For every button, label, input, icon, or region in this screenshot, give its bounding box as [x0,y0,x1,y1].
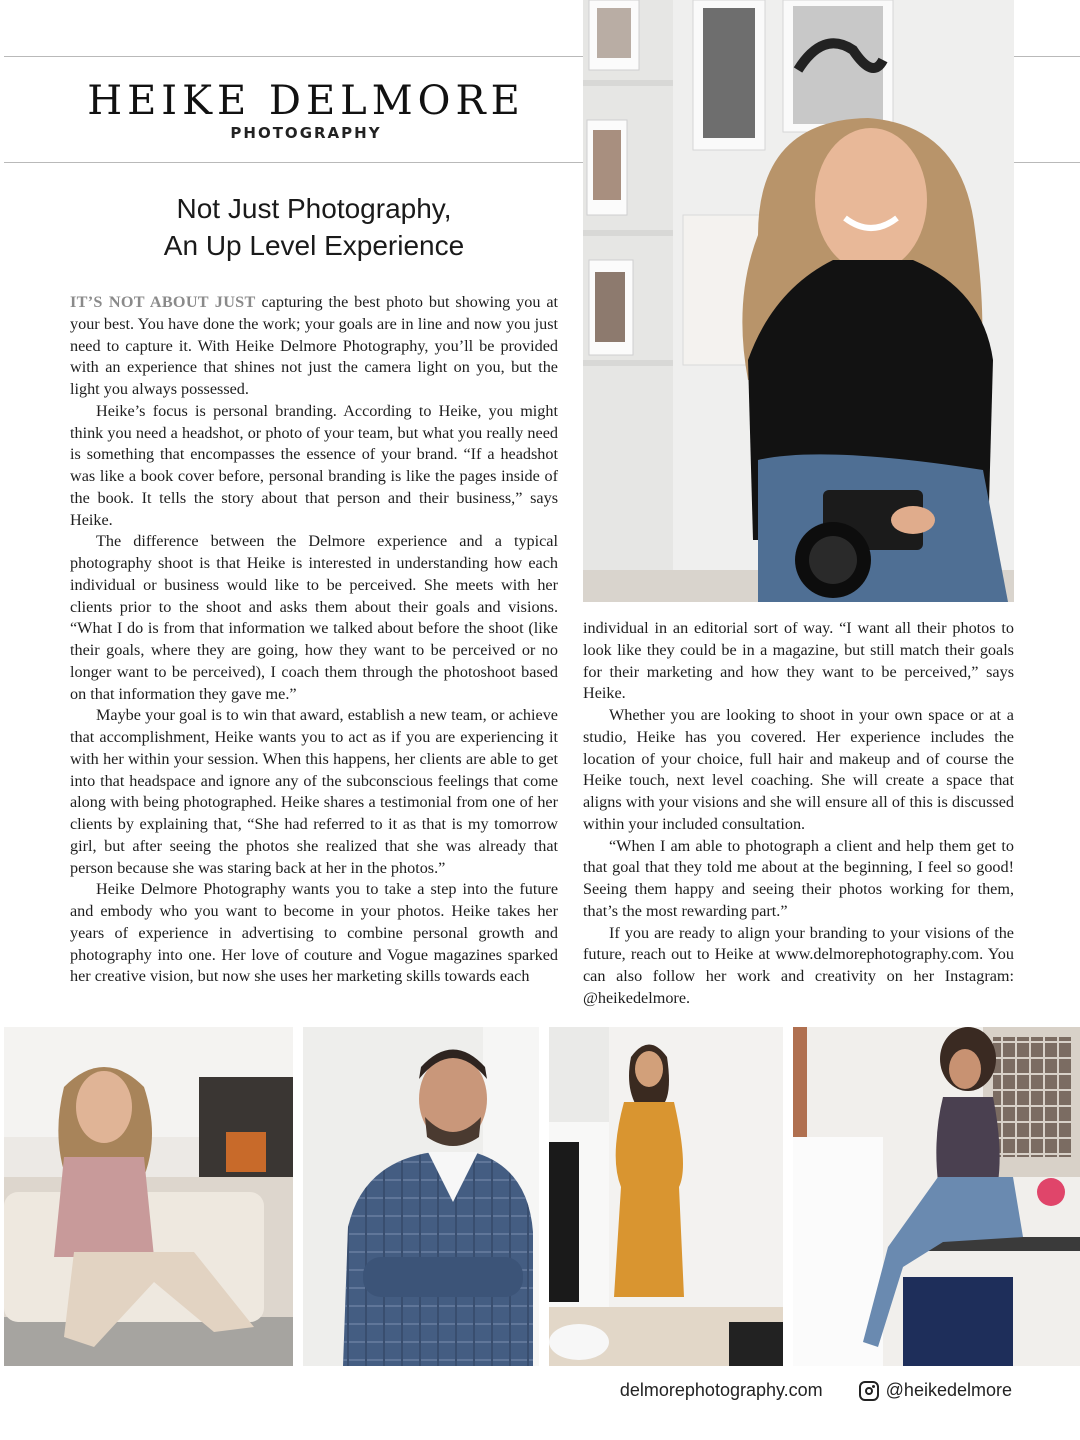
article-paragraph-4: Maybe your goal is to win that award, establish a new team, or achieve that accomplishment, Heike wants you to act as if you are experiencing it with her within your session. When this happens, her clients are able to get into that headspace and ignore any of the subconscious feelings that come along with being photographed. Heike shares a testimonial from one of her clients by explaining that, “She had referred to it as that is my tomorrow girl, but after seeing the photos she realized that she was already that person because she was staring back at her in the photos.” [70,706,558,877]
article-paragraph-6: Whether you are looking to shoot in your own space or at a studio, Heike has you covered. Her experience includes the location of your choice, full hair and makeup and of course the Heike touch, next level coaching. She will create a space that aligns with your visions and she will ensure all of this is discussed within your included consultation. [583,706,1014,833]
brand-logo-name: HEIKE DELMORE [87,78,525,124]
article-paragraph-7: “When I am able to photograph a client and help them get to that goal that they told me about at the beginning, I feel so good! Seeing them happy and seeing their photos working for them, that’s the most rewarding part.” [583,836,1014,920]
gallery-photo-woman-sofa [4,1027,293,1366]
article-paragraph-1 [70,292,558,401]
gallery-photo-woman-seated [793,1027,1080,1366]
footer-website-link[interactable]: delmorephotography.com [619,1380,823,1400]
article-paragraph-5-continued: individual in an editorial sort of way. “I want all their photos to look like they could be in a magazine, but still match their goals for their marketing and how they want to be perceived,” says Heike. [583,619,1014,703]
article-lead-in: IT’S NOT ABOUT JUST [70,293,256,311]
footer [620,1380,1012,1401]
header-rule-bottom [4,162,583,163]
brand-logo-sub: PHOTOGRAPHY [230,124,382,142]
article-column-right [583,618,1014,1010]
instagram-icon[interactable] [859,1381,879,1401]
article-column-left [70,292,558,988]
gallery-photo-woman-yellow-dress [549,1027,783,1366]
header-rule-top-right [1014,56,1080,57]
gallery-photo-man-suit [303,1027,539,1366]
headline-line-1: Not Just Photography, [176,193,452,224]
article-headline [70,190,558,264]
headline-line-2: An Up Level Experience [163,230,465,261]
article-paragraph-2: Heike’s focus is personal branding. According to Heike, you might think you need a headshot, or photo of your team, but what you really need is something that encompasses the essence of your brand. “If a headshot was like a book cover before, personal branding is like the pages inside of the book. It tells the story about that person and their business,” says Heike. [70,401,558,529]
header-rule-top [4,56,583,57]
article-paragraph-8: If you are ready to align your branding to your visions of the future, reach out to Heike at www.delmorephotography.com. You can also follow her work and creativity on her Instagram: @heikedelmore. [583,923,1014,1007]
hero-photo-photographer [583,0,1014,602]
article-paragraph-3: The difference between the Delmore experience and a typical photography shoot is that Heike is interested in understanding how each individual or business would like to be perceived. She meets with her clients prior to the shoot and asks them about their goals and visions. “What I do is from that information we talked about before the shoot (like their goals, where they are going, how they want to be perceived or no longer want to be perceived), I coach them through the photoshoot based on that information they gave me.” [70,532,558,703]
header-rule-bottom-right [1014,162,1080,163]
footer-instagram-handle[interactable]: @heikedelmore [885,1380,1012,1400]
article-paragraph-5: Heike Delmore Photography wants you to take a step into the future and embody who you want to become in your photos. Heike takes her years of experience in advertising to combine personal growth and photography into one. Her love of couture and Vogue magazines sparked her creative vision, but now she uses her marketing skills towards each [70,880,558,986]
article-paragraph-1-text: capturing the best photo but showing you at your best. You have done the work; your goals are in line and now you just need to capture it. With Heike Delmore Photography, you’ll be provided with an experience that shines not just the camera light on you, but the light you always possessed. [70,293,559,398]
